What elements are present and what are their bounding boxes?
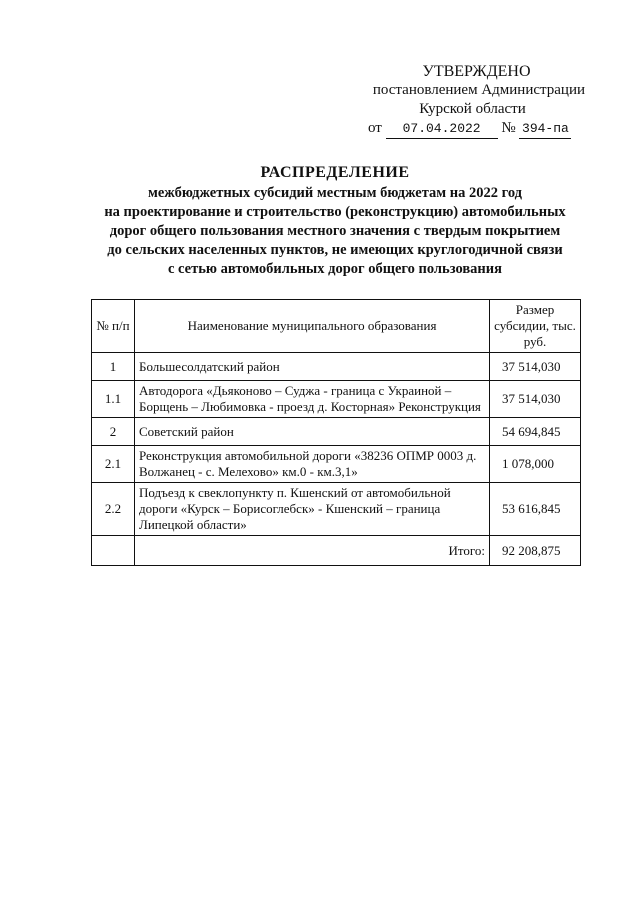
total-label: Итого: xyxy=(135,536,490,566)
title-line-1: межбюджетных субсидий местным бюджетам на 2022 год xyxy=(147,185,523,201)
date-prefix: от xyxy=(368,120,382,136)
row-name: Подъезд к свеклопункту п. Кшенский от автомобильной дороги «Курск – Борисоглебск» - Кшенский – граница Липецкой области» xyxy=(135,483,490,536)
title-line-5: с сетью автомобильных дорог общего пользования xyxy=(168,261,502,277)
row-name: Советский район xyxy=(135,418,490,446)
approval-number: 394-па xyxy=(519,119,571,139)
header-amount: Размер субсидии, тыс. руб. xyxy=(490,300,581,353)
row-num: 1.1 xyxy=(92,381,135,418)
title-line-2: на проектирование и строительство (реконструкцию) автомобильных xyxy=(104,204,566,220)
row-amount: 37 514,030 xyxy=(490,381,581,418)
row-name: Автодорога «Дьяконово – Суджа - граница с Украиной – Борщень – Любимовка - проезд д. Косторная» Реконструкция xyxy=(135,381,490,418)
subsidy-table xyxy=(91,299,581,566)
title-line-3: дорог общего пользования местного значения с твердым покрытием xyxy=(109,223,561,239)
document-title xyxy=(70,162,600,279)
row-amount: 54 694,845 xyxy=(490,418,581,446)
row-name: Большесолдатский район xyxy=(135,353,490,381)
approval-title: УТВЕРЖДЕНО xyxy=(422,63,531,80)
header-num: № п/п xyxy=(92,300,135,353)
title-main: РАСПРЕДЕЛЕНИЕ xyxy=(260,164,410,181)
approval-line-1: постановлением Администрации xyxy=(372,82,585,98)
row-amount: 1 078,000 xyxy=(490,446,581,483)
total-row xyxy=(92,536,581,566)
total-empty-cell xyxy=(92,536,135,566)
header-name: Наименование муниципального образования xyxy=(135,300,490,353)
approval-date: 07.04.2022 xyxy=(386,119,498,139)
table-row xyxy=(92,353,581,381)
table-row xyxy=(92,418,581,446)
approval-date-line xyxy=(368,119,585,139)
table-row xyxy=(92,483,581,536)
table-row xyxy=(92,381,581,418)
row-num: 1 xyxy=(92,353,135,381)
title-line-4: до сельских населенных пунктов, не имеющих круглогодичной связи xyxy=(107,242,563,258)
row-name: Реконструкция автомобильной дороги «38236 ОПМР 0003 д. Волжанец - с. Мелехово» км.0 - км.3,1» xyxy=(135,446,490,483)
row-num: 2.1 xyxy=(92,446,135,483)
number-prefix: № xyxy=(501,120,516,136)
row-amount: 37 514,030 xyxy=(490,353,581,381)
row-num: 2 xyxy=(92,418,135,446)
total-amount: 92 208,875 xyxy=(490,536,581,566)
row-num: 2.2 xyxy=(92,483,135,536)
approval-stamp xyxy=(360,62,585,139)
table-row xyxy=(92,446,581,483)
approval-line-2: Курской области xyxy=(419,101,526,117)
table-header-row xyxy=(92,300,581,353)
row-amount: 53 616,845 xyxy=(490,483,581,536)
